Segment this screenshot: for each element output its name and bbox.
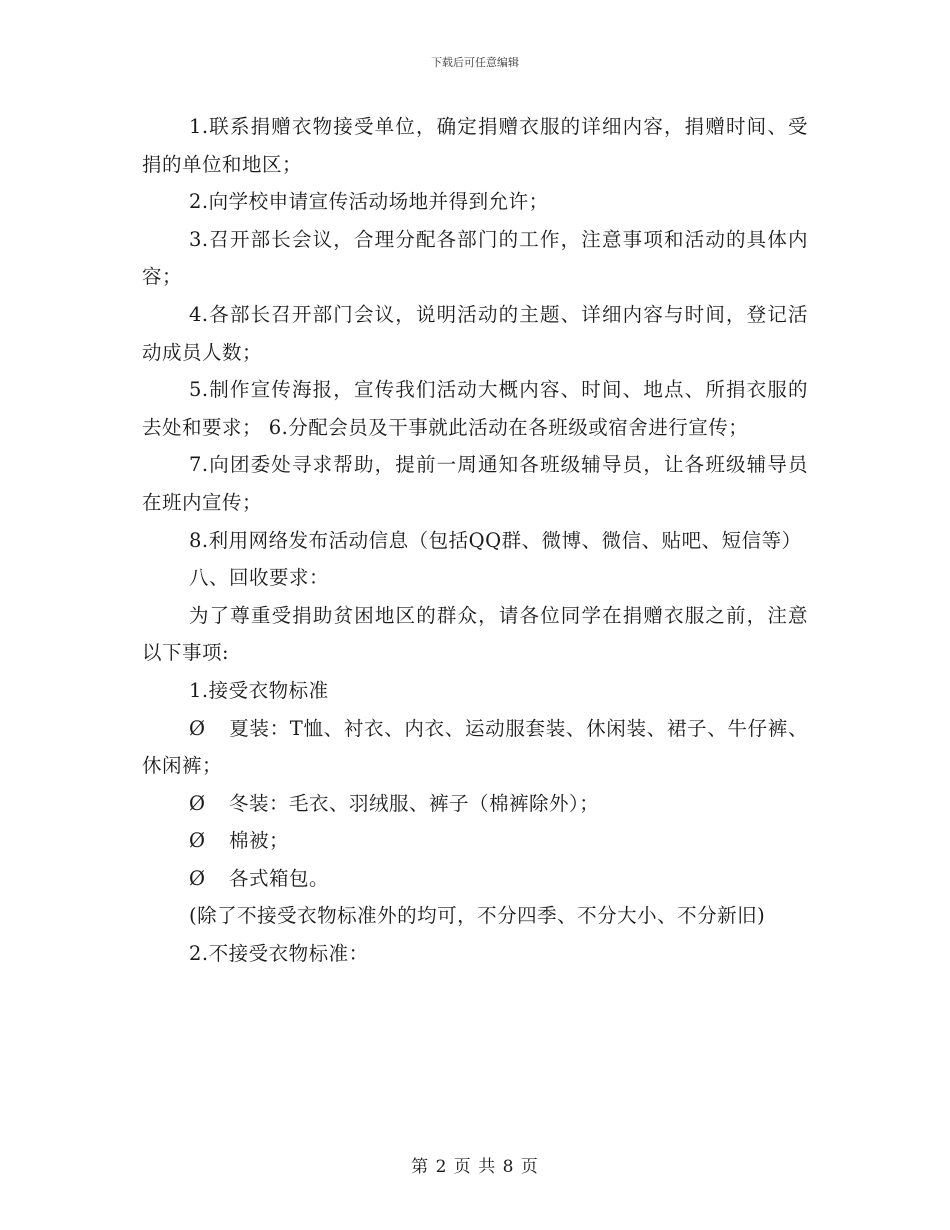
bullet-quilt bbox=[142, 822, 808, 860]
paragraph-step-5-6: 5.制作宣传海报，宣传我们活动大概内容、时间、地点、所捐衣服的去处和要求； 6.分配会员及干事就此活动在各班级或宿舍进行宣传； bbox=[142, 378, 808, 439]
header-note: 下载后可任意编辑 bbox=[431, 56, 519, 69]
bullet-winter bbox=[142, 785, 808, 823]
bullet-text: 各式箱包。 bbox=[229, 866, 330, 890]
bullet-icon: Ø bbox=[189, 829, 206, 853]
paragraph-step-3: 3.召开部长会议，合理分配各部门的工作，注意事项和活动的具体内容； bbox=[142, 227, 808, 289]
bullet-summer bbox=[142, 710, 808, 785]
bullet-icon: Ø bbox=[189, 866, 206, 890]
page-number-footer: 第 2 页 共 8 页 bbox=[411, 1157, 539, 1177]
paragraph-step-4: 4.各部长召开部门会议，说明活动的主题、详细内容与时间，登记活动成员人数； bbox=[142, 302, 808, 364]
paragraph-step-8: 8.利用网络发布活动信息（包括QQ群、微博、微信、贴吧、短信等） bbox=[189, 528, 802, 552]
paragraph-step-2: 2.向学校申请宣传活动场地并得到允许； bbox=[189, 190, 549, 214]
paragraph-accept-standard: 1.接受衣物标准 bbox=[189, 678, 329, 702]
section-heading-recycling: 八、回收要求： bbox=[189, 566, 330, 590]
document-body bbox=[142, 108, 808, 973]
paragraph-step-1: 1.联系捐赠衣物接受单位，确定捐赠衣服的详细内容，捐赠时间、受捐的单位和地区； bbox=[142, 115, 808, 176]
paragraph-note: (除了不接受衣物标准外的均可，不分四季、不分大小、不分新旧) bbox=[189, 904, 766, 928]
paragraph-reject-standard: 2.不接受衣物标准： bbox=[189, 942, 369, 966]
paragraph-intro: 为了尊重受捐助贫困地区的群众，请各位同学在捐赠衣服之前，注意以下事项: bbox=[142, 603, 808, 665]
bullet-text: 冬装：毛衣、羽绒服、裤子（棉裤除外）； bbox=[229, 791, 600, 815]
bullet-text: 棉被； bbox=[229, 829, 290, 853]
bullet-icon: Ø bbox=[189, 791, 206, 815]
bullet-text: 夏装：T恤、衬衣、内衣、运动服套装、休闲装、裙子、牛仔裤、休闲裤； bbox=[142, 716, 808, 778]
bullet-icon: Ø bbox=[189, 716, 206, 740]
bullet-bags bbox=[142, 860, 808, 898]
paragraph-step-7: 7.向团委处寻求帮助，提前一周通知各班级辅导员，让各班级辅导员在班内宣传； bbox=[142, 453, 808, 514]
